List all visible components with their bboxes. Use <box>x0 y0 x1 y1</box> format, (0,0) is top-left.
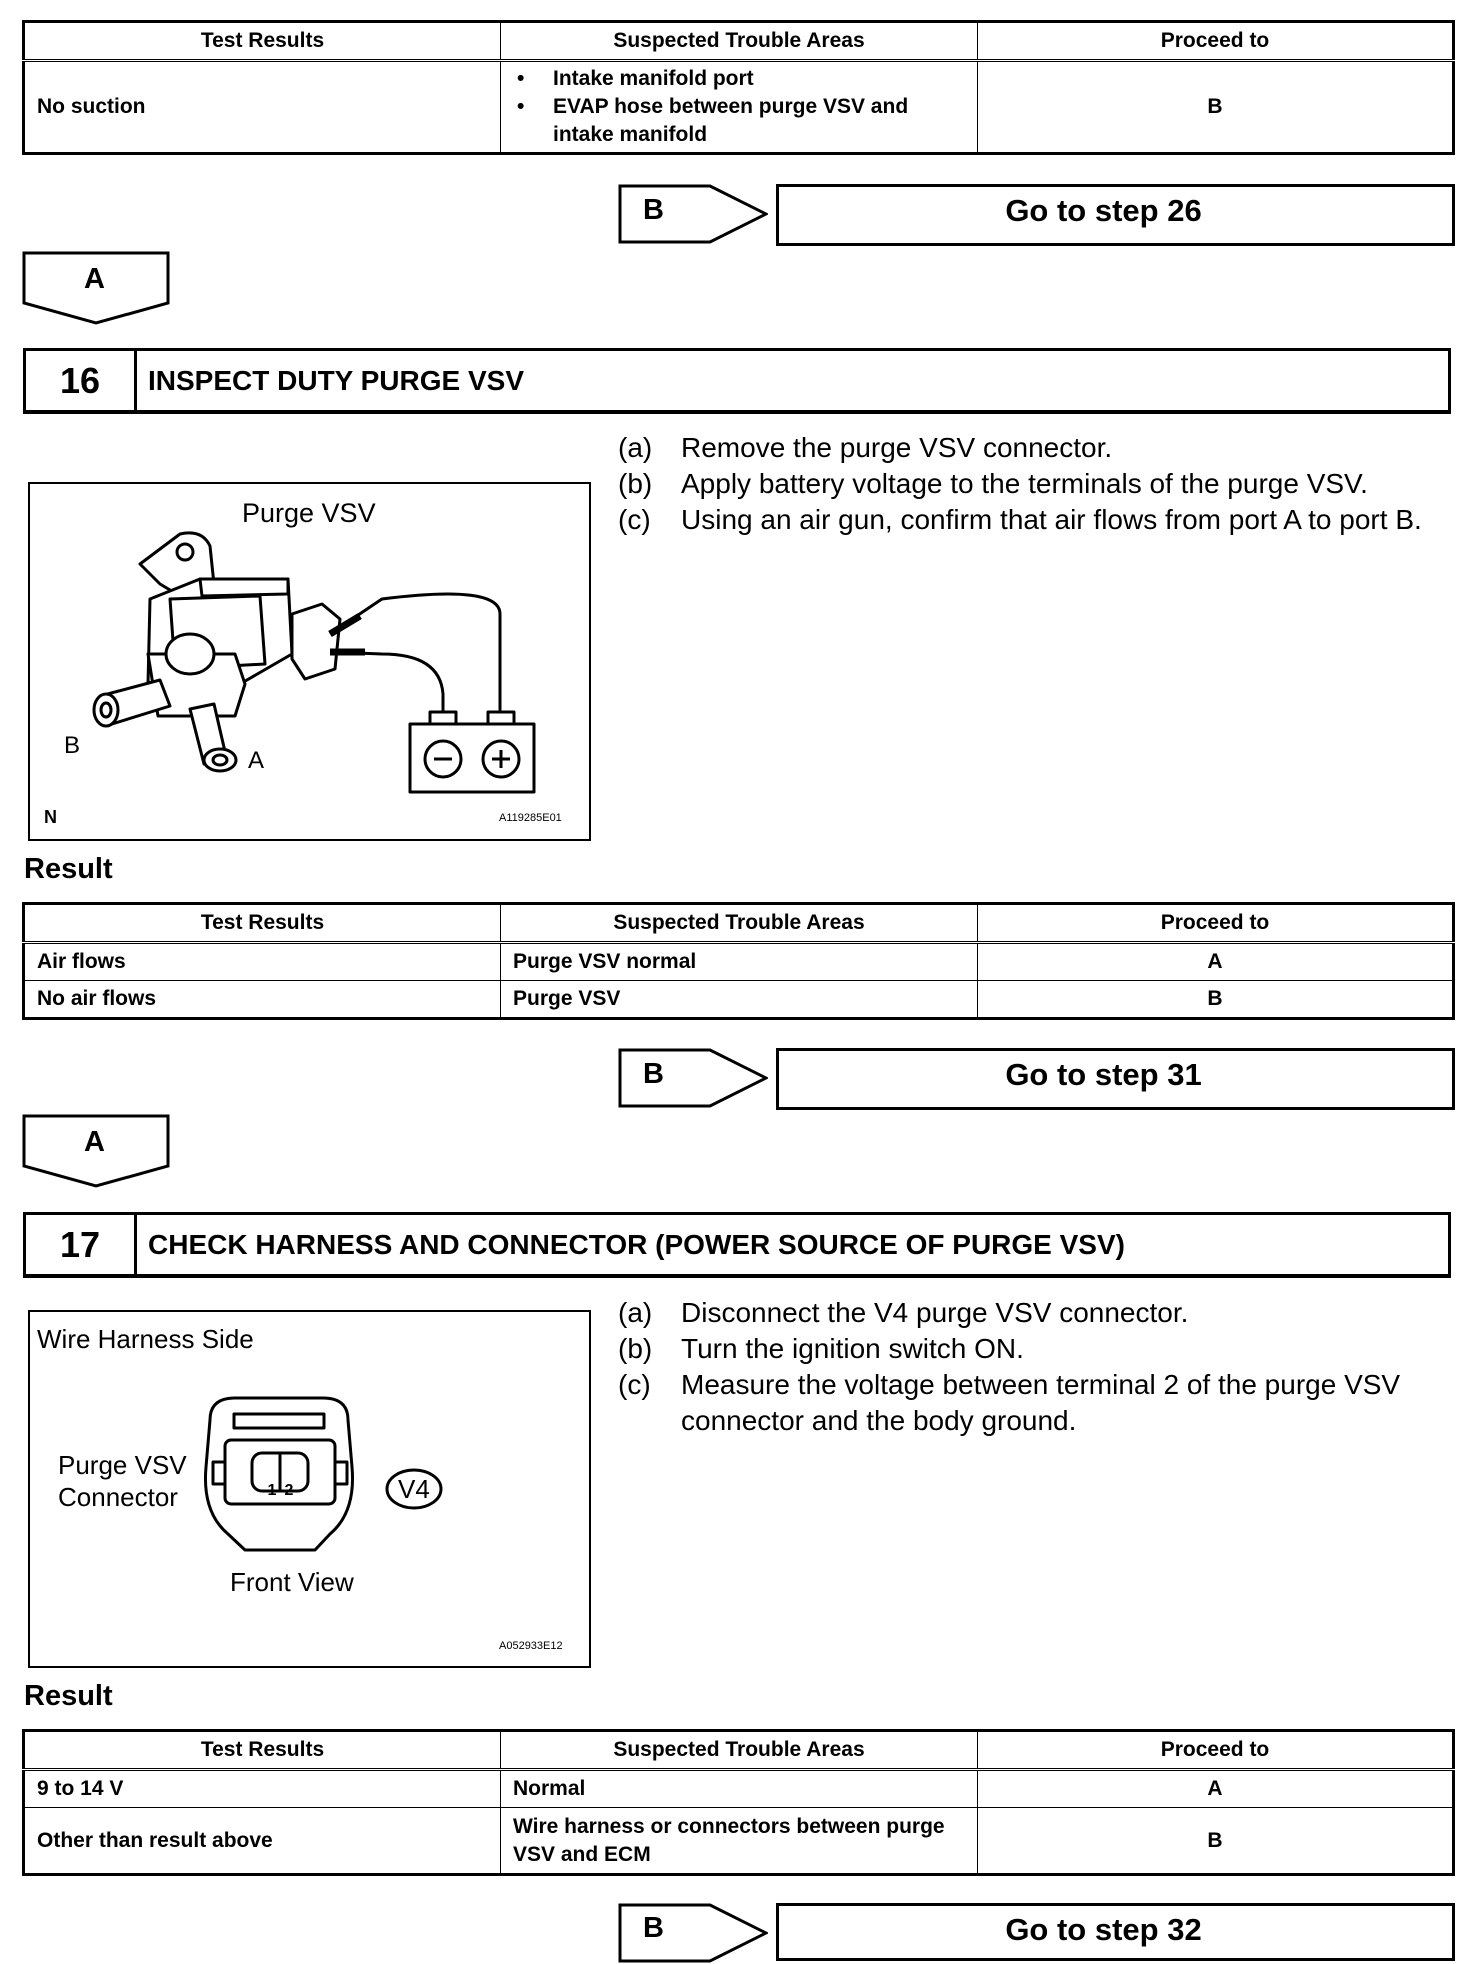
result-table-3 <box>22 1729 1455 1876</box>
figure-title: Wire Harness Side <box>37 1324 254 1354</box>
connector-label-line2: Connector <box>58 1482 178 1512</box>
branch-arrow-b <box>618 1048 768 1108</box>
goto-step-text: Go to step 32 <box>1005 1912 1202 1947</box>
header-test-results: Test Results <box>24 22 501 61</box>
step-number: 17 <box>26 1215 137 1274</box>
instruction-row: (a) Remove the purge VSV connector. <box>618 432 1113 463</box>
instruction-row: (c) Using an air gun, confirm that air flows from port A to port B. <box>618 504 1422 535</box>
branch-arrow-b <box>618 1903 768 1963</box>
step-title: CHECK HARNESS AND CONNECTOR (POWER SOURCE OF PURGE VSV) <box>148 1229 1125 1260</box>
header-trouble-areas: Suspected Trouble Areas <box>501 22 978 61</box>
table-row: No air flows Purge VSV B <box>24 981 1454 1019</box>
cell-trouble-areas <box>501 61 978 154</box>
trouble-area-item: • Intake manifold port <box>553 65 965 93</box>
header-test-results: Test Results <box>24 904 501 943</box>
goto-step-26-box[interactable] <box>776 184 1455 246</box>
table-row: Air flows Purge VSV normal A <box>24 943 1454 981</box>
connector-id-label: V4 <box>398 1474 430 1504</box>
header-proceed-to: Proceed to <box>978 22 1454 61</box>
figure-code: A052933E12 <box>499 1640 563 1652</box>
figure-title: Purge VSV <box>242 498 376 528</box>
result-label: Result <box>24 1680 113 1712</box>
header-test-results: Test Results <box>24 1731 501 1770</box>
pin-1-label: 1 <box>267 1482 277 1499</box>
instruction-row: (c) Measure the voltage between terminal 2 of the purge VSV connector and the body ground. <box>618 1369 1401 1436</box>
table-row: Other than result above Wire harness or connectors between purge VSV and ECM B <box>24 1808 1454 1875</box>
purge-vsv-illustration <box>30 484 589 839</box>
goto-step-31-box[interactable] <box>776 1048 1455 1110</box>
connector-front-view-drawing <box>30 1312 589 1666</box>
branch-letter: B <box>643 1058 664 1090</box>
step-17-instructions <box>618 1295 1451 1439</box>
header-proceed-to: Proceed to <box>978 904 1454 943</box>
port-a-label: A <box>248 747 265 774</box>
purge-vsv-figure <box>28 482 591 841</box>
result-table-1 <box>22 20 1455 155</box>
result-table-2 <box>22 902 1455 1020</box>
step-16-header <box>23 348 1451 414</box>
branch-letter: B <box>643 194 664 226</box>
instruction-row: (a) Disconnect the V4 purge VSV connector. <box>618 1297 1189 1328</box>
front-view-label: Front View <box>230 1567 354 1597</box>
branch-arrow-b <box>618 184 768 244</box>
cell-proceed-to: B <box>978 61 1454 154</box>
pin-2-label: 2 <box>284 1482 294 1499</box>
cell-test-result: No suction <box>24 61 501 154</box>
figure-code: A119285E01 <box>499 812 562 824</box>
connector-figure <box>28 1310 591 1668</box>
result-label: Result <box>24 853 113 885</box>
continue-letter: A <box>84 263 105 295</box>
branch-letter: B <box>643 1912 664 1944</box>
header-trouble-areas: Suspected Trouble Areas <box>501 1731 978 1770</box>
figure-corner-mark: N <box>44 807 57 827</box>
instruction-row: (b) Apply battery voltage to the terminals of the purge VSV. <box>618 468 1368 499</box>
trouble-area-item: • EVAP hose between purge VSV and intake manifold <box>553 93 965 149</box>
table-row: 9 to 14 V Normal A <box>24 1770 1454 1808</box>
goto-step-text: Go to step 31 <box>1005 1057 1202 1092</box>
step-title: INSPECT DUTY PURGE VSV <box>148 365 525 396</box>
instruction-row: (b) Turn the ignition switch ON. <box>618 1333 1024 1364</box>
step-17-header <box>23 1212 1451 1278</box>
step-16-instructions <box>618 430 1451 538</box>
header-trouble-areas: Suspected Trouble Areas <box>501 904 978 943</box>
continue-letter: A <box>84 1126 105 1158</box>
header-proceed-to: Proceed to <box>978 1731 1454 1770</box>
goto-step-32-box[interactable] <box>776 1903 1455 1961</box>
goto-step-text: Go to step 26 <box>1005 193 1202 228</box>
port-b-label: B <box>64 732 81 759</box>
connector-label-line1: Purge VSV <box>58 1450 187 1480</box>
step-number: 16 <box>26 351 137 410</box>
